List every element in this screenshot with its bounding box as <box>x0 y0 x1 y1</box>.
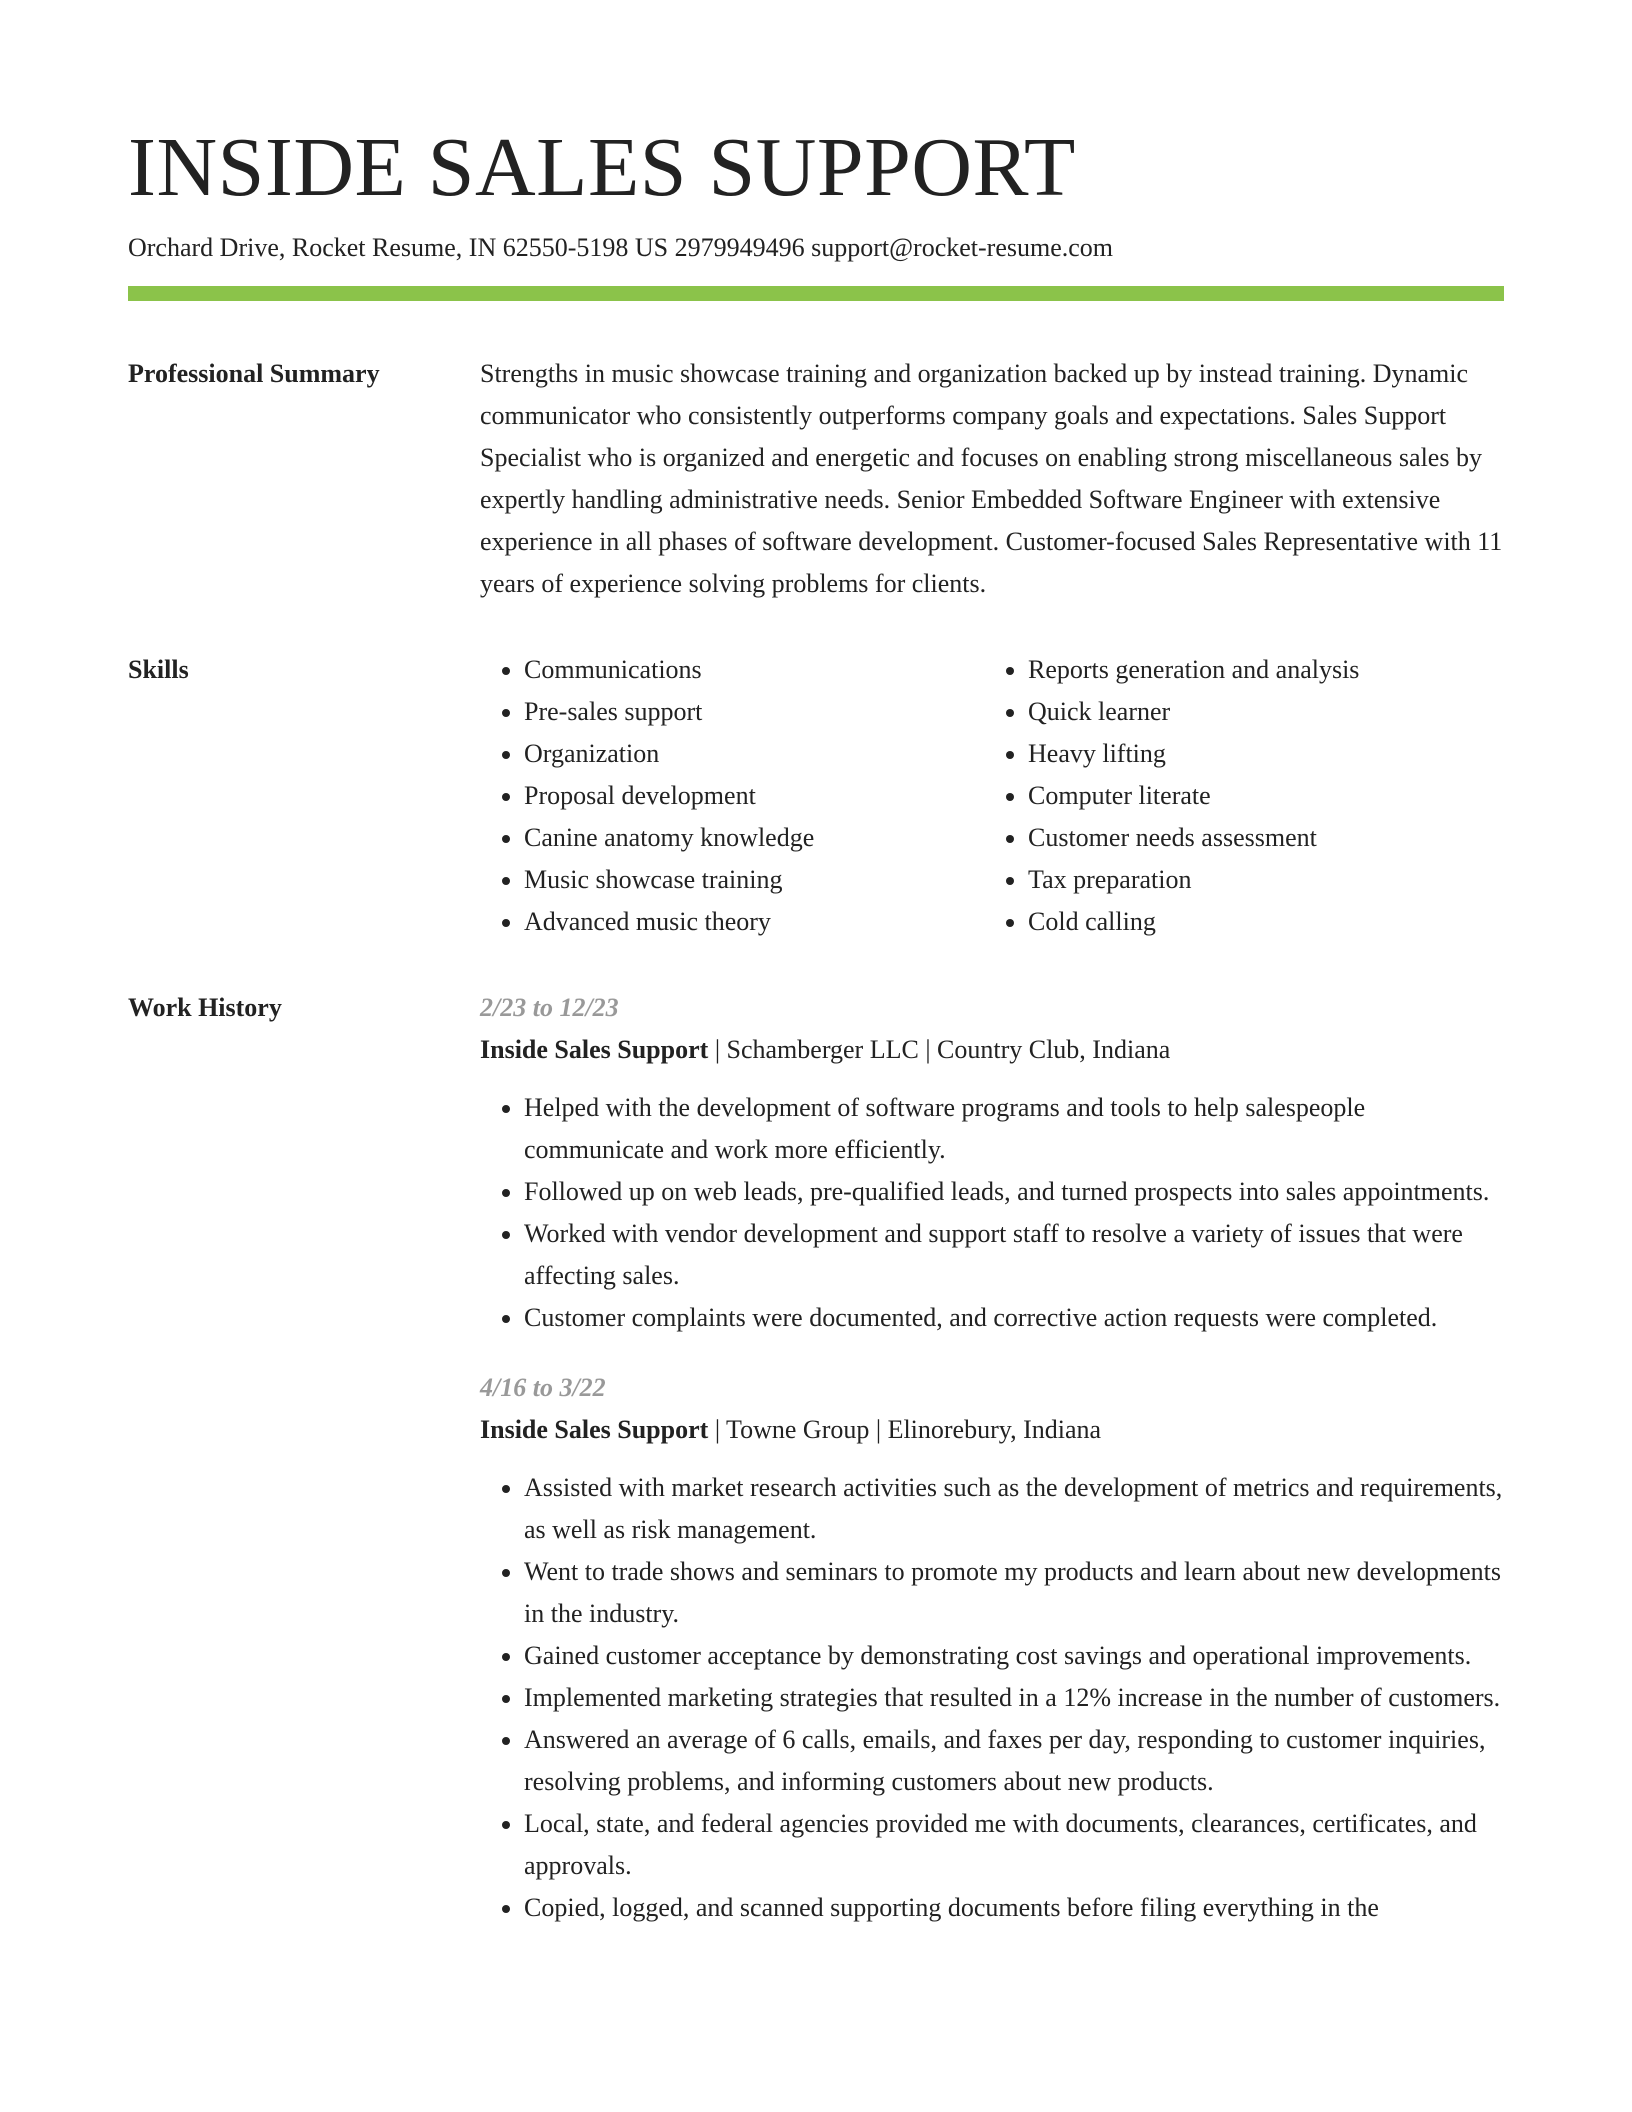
skill-item: • Heavy lifting <box>1028 733 1508 775</box>
job-bullet: • Gained customer acceptance by demonstrating cost savings and operational improvements. <box>524 1635 1504 1677</box>
job-bullet: • Helped with the development of software programs and tools to help salespeople communicate and work more efficiently. <box>524 1087 1504 1171</box>
header-divider <box>128 286 1504 301</box>
skill-item: • Tax preparation <box>1028 859 1508 901</box>
job-title: Inside Sales Support <box>480 1415 709 1444</box>
work-history-section <box>128 987 1504 1957</box>
job-bullet: • Followed up on web leads, pre-qualified leads, and turned prospects into sales appointments. <box>524 1171 1504 1213</box>
job-title: Inside Sales Support <box>480 1035 709 1064</box>
job-bullet-list <box>480 1467 1504 1929</box>
professional-summary-section <box>128 353 1504 605</box>
job-bullet: • Customer complaints were documented, and corrective action requests were completed. <box>524 1297 1504 1339</box>
skill-item: • Communications <box>524 649 984 691</box>
job-bullet: • Answered an average of 6 calls, emails, and faxes per day, responding to customer inquiries, resolving problems, and informing customers about new products. <box>524 1719 1504 1803</box>
job-bullet: • Assisted with market research activities such as the development of metrics and requirements, as well as risk management. <box>524 1467 1504 1551</box>
skill-item: • Music showcase training <box>524 859 984 901</box>
section-label-work-history: Work History <box>128 993 282 1022</box>
skill-item: • Customer needs assessment <box>1028 817 1508 859</box>
job-bullet: • Local, state, and federal agencies provided me with documents, clearances, certificates, and approvals. <box>524 1803 1504 1887</box>
job-date: 4/16 to 3/22 <box>480 1373 606 1402</box>
contact-line: Orchard Drive, Rocket Resume, IN 62550-5198 US 2979949496 support@rocket-resume.com <box>128 233 1114 262</box>
skills-section <box>128 649 1504 943</box>
skills-list-left <box>480 649 984 943</box>
skill-item: • Cold calling <box>1028 901 1508 943</box>
resume-title: INSIDE SALES SUPPORT <box>128 121 1076 214</box>
job-employer-location: | Towne Group | Elinorebury, Indiana <box>708 1415 1102 1444</box>
skill-item: • Computer literate <box>1028 775 1508 817</box>
job-entry <box>480 1367 1504 1929</box>
job-heading <box>480 1029 1504 1071</box>
skill-item: • Pre-sales support <box>524 691 984 733</box>
job-bullet-list <box>480 1087 1504 1339</box>
job-bullet: • Copied, logged, and scanned supporting documents before filing everything in the <box>524 1887 1504 1929</box>
job-entry <box>480 987 1504 1339</box>
summary-text: Strengths in music showcase training and organization backed up by instead training. Dynamic communicator who consistently outperforms company goals and expectations. Sales Support Specialist who is organized and energetic and focuses on enabling strong miscellaneous sales by expertly handling administrative needs. Senior Embedded Software Engineer with extensive experience in all phases of software development. Customer-focused Sales Representative with 11 years of experience solving problems for clients. <box>480 359 1503 598</box>
skill-item: • Reports generation and analysis <box>1028 649 1508 691</box>
skill-item: • Organization <box>524 733 984 775</box>
skill-item: • Proposal development <box>524 775 984 817</box>
section-label-summary: Professional Summary <box>128 359 380 388</box>
skill-item: • Quick learner <box>1028 691 1508 733</box>
skills-list-right <box>984 649 1508 943</box>
job-bullet: • Went to trade shows and seminars to promote my products and learn about new developments in the industry. <box>524 1551 1504 1635</box>
job-bullet: • Worked with vendor development and support staff to resolve a variety of issues that were affecting sales. <box>524 1213 1504 1297</box>
resume-page <box>128 118 1504 1957</box>
skill-item: • Canine anatomy knowledge <box>524 817 984 859</box>
skill-item: • Advanced music theory <box>524 901 984 943</box>
job-heading <box>480 1409 1504 1451</box>
job-date: 2/23 to 12/23 <box>480 993 619 1022</box>
section-label-skills: Skills <box>128 655 189 684</box>
job-bullet: • Implemented marketing strategies that resulted in a 12% increase in the number of customers. <box>524 1677 1504 1719</box>
job-employer-location: | Schamberger LLC | Country Club, Indiana <box>708 1035 1171 1064</box>
